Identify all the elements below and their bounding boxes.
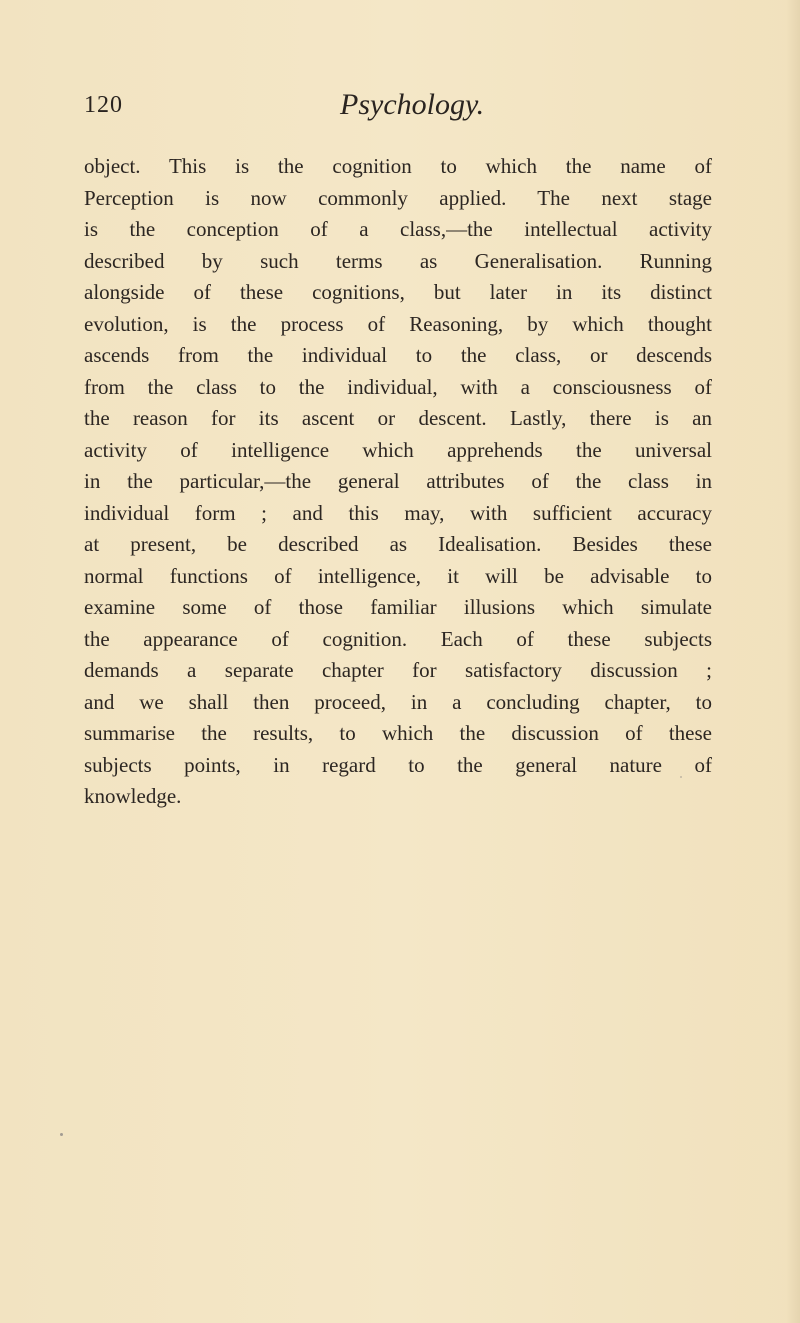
text-line: is the conception of a class,—the intellectual activity [84, 217, 712, 241]
text-line: ascends from the individual to the class, or descends [84, 343, 712, 367]
body-paragraph [84, 151, 712, 813]
text-line: at present, be described as Idealisation. Besides these [84, 532, 712, 556]
text-line: from the class to the individual, with a consciousness of [84, 374, 712, 399]
text-line: examine some of those familiar illusions which simulate [84, 595, 712, 619]
text-line: and we shall then proceed, in a concluding chapter, to [84, 689, 712, 714]
page-edge-shadow [786, 0, 800, 1323]
page-number: 120 [84, 92, 123, 118]
text-line: the appearance of cognition. Each of these subjects [84, 626, 712, 651]
paper-speck [680, 776, 682, 778]
text-line: in the particular,—the general attributes of the class in [84, 469, 712, 493]
text-line: demands a separate chapter for satisfactory discussion ; [84, 658, 712, 682]
text-line: summarise the results, to which the discussion of these [84, 721, 712, 745]
paper-speck [60, 1133, 63, 1136]
running-header [84, 88, 724, 132]
text-line: the reason for its ascent or descent. Lastly, there is an [84, 406, 712, 430]
text-line: individual form ; and this may, with sufficient accuracy [84, 500, 712, 525]
text-line: alongside of these cognitions, but later in its distinct [84, 280, 712, 304]
text-line: knowledge. [84, 784, 182, 808]
text-line: subjects points, in regard to the general nature of [84, 752, 712, 777]
text-line: described by such terms as Generalisation. Running [84, 248, 712, 273]
text-line: activity of intelligence which apprehends the universal [84, 437, 712, 462]
running-title: Psychology. [340, 88, 485, 121]
text-line: Perception is now commonly applied. The next stage [84, 185, 712, 210]
text-line: evolution, is the process of Reasoning, by which thought [84, 311, 712, 336]
text-line: object. This is the cognition to which the name of [84, 154, 712, 178]
text-line: normal functions of intelligence, it will be advisable to [84, 563, 712, 588]
